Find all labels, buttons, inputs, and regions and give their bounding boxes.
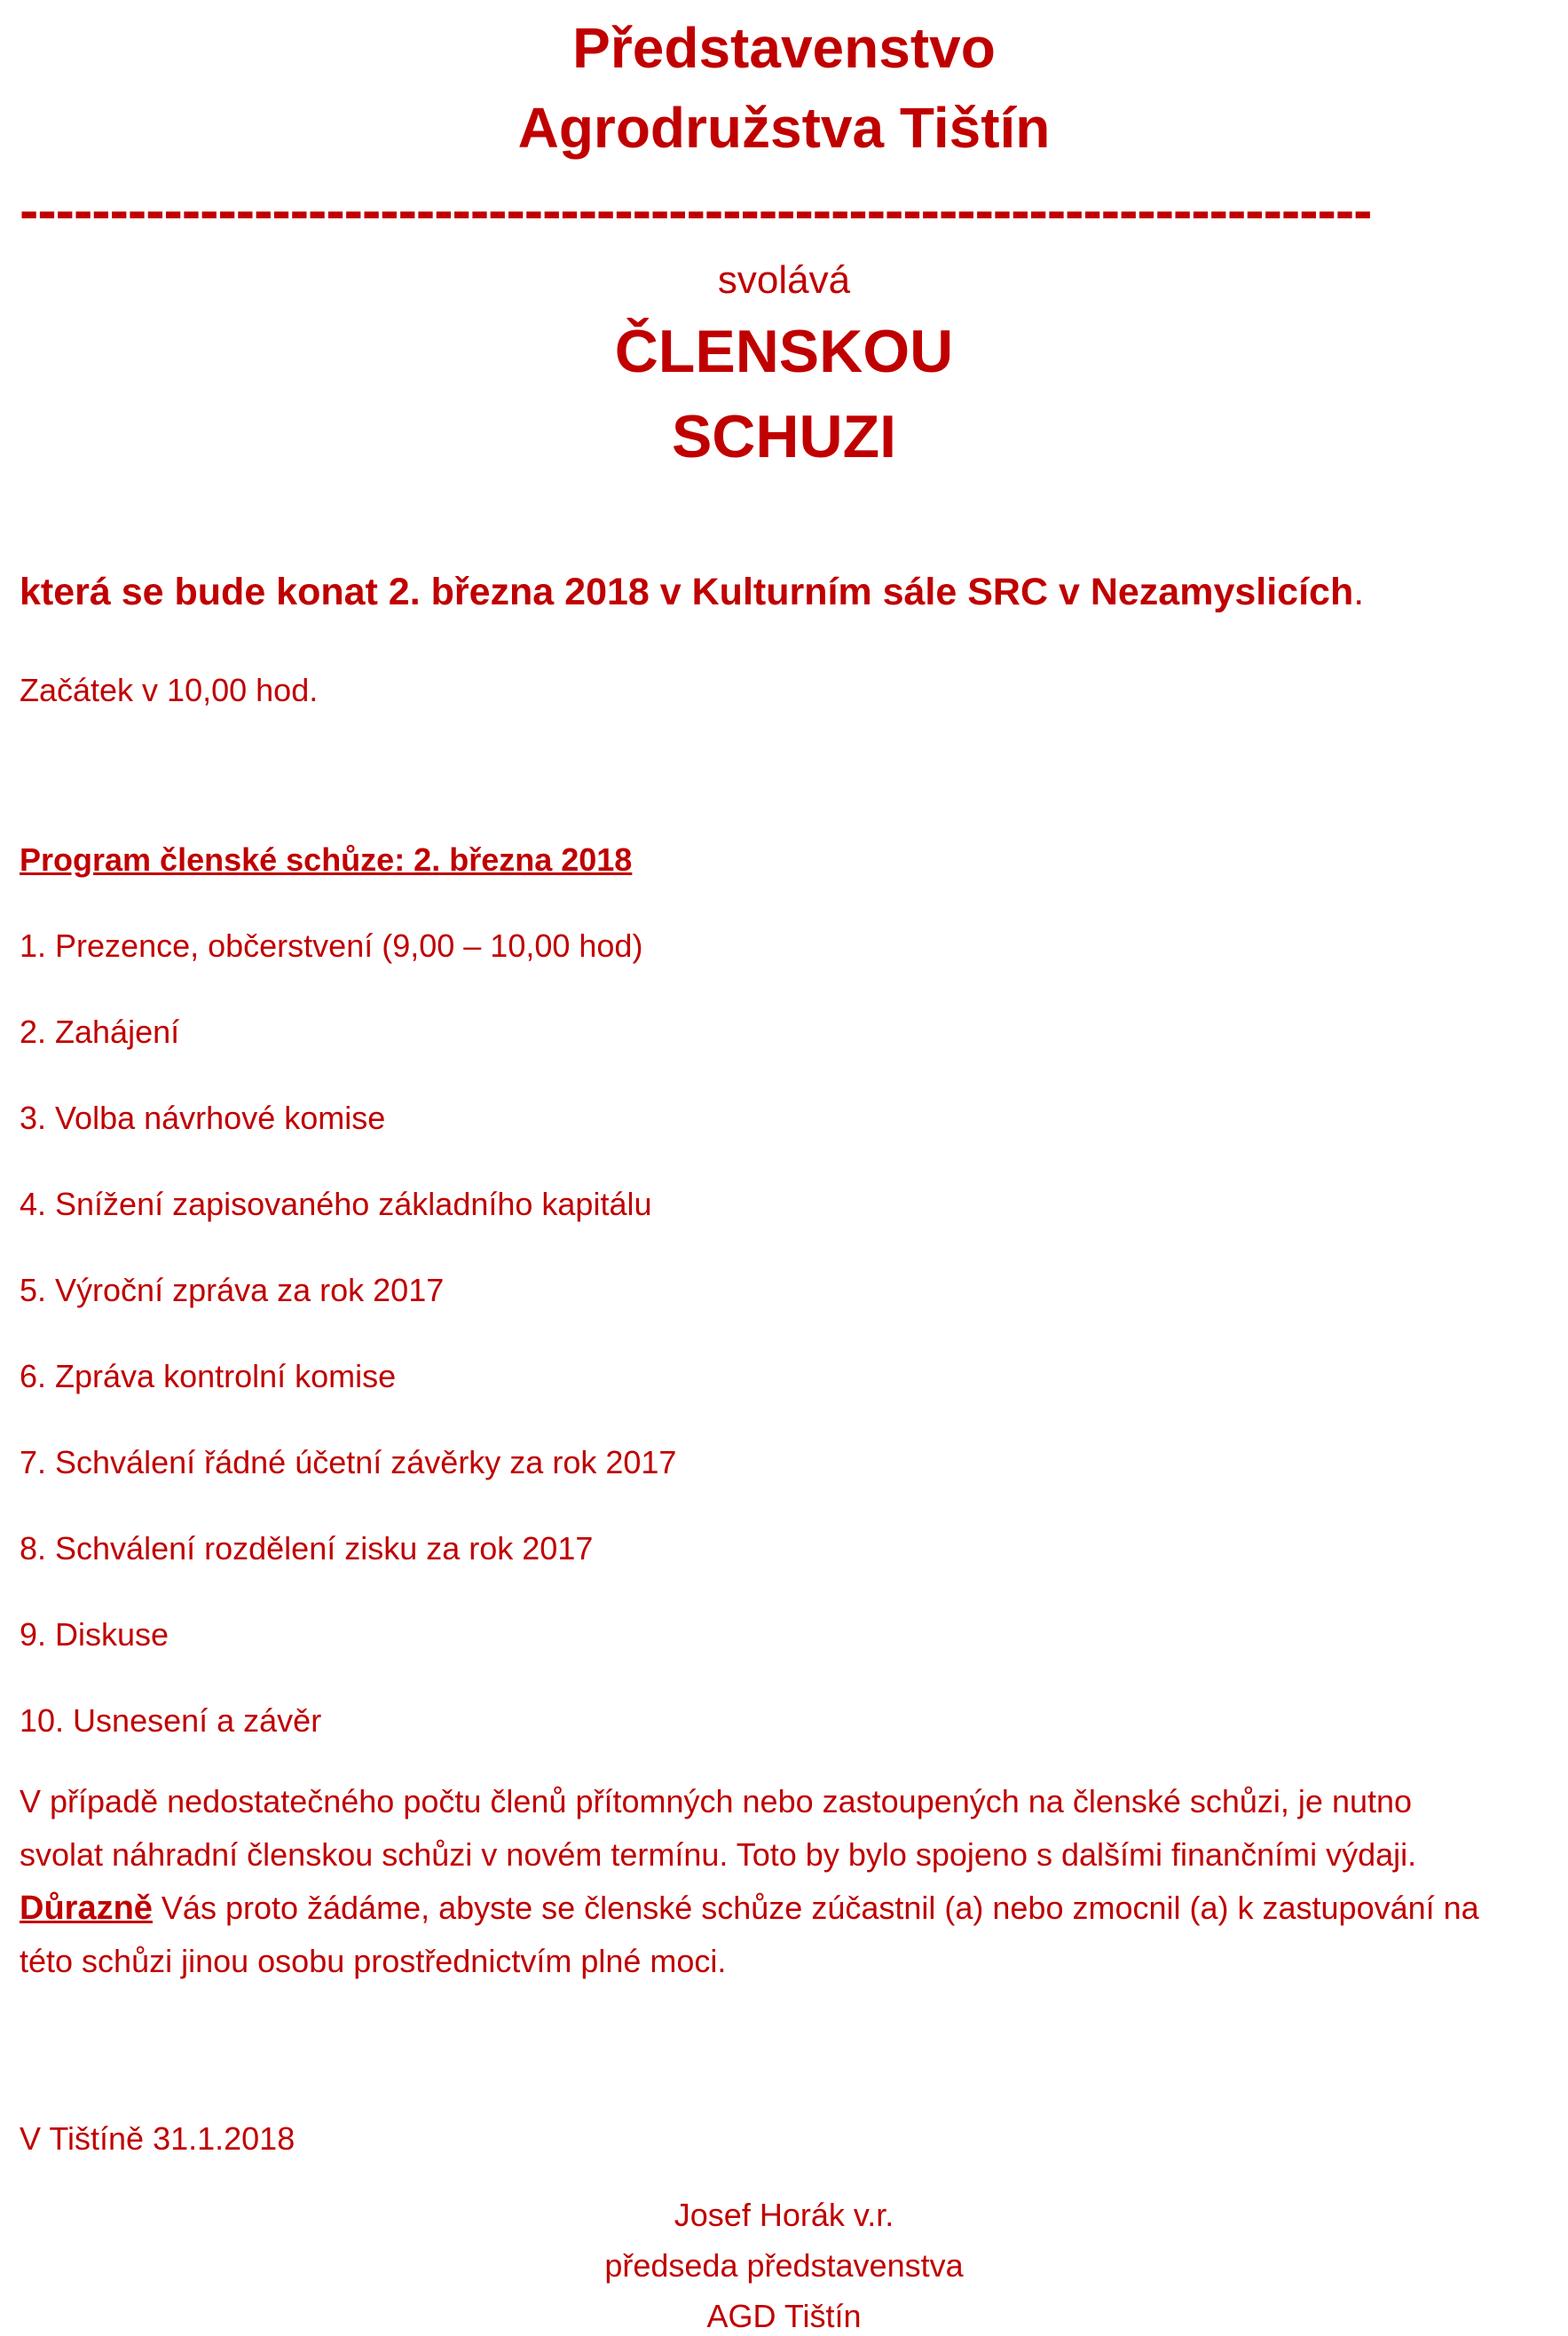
program-item: 10. Usnesení a závěr <box>20 1702 322 1739</box>
quorum-notice-line-1: V případě nedostatečného počtu členů přítomných nebo zastoupených na členské schůzi, je nutno <box>20 1783 1413 1819</box>
quorum-notice-line-3-text: Vás proto žádáme, abyste se členské schůze zúčastnil (a) nebo zmocnil (a) k zastupování na <box>152 1890 1479 1926</box>
summons-title-line-1: ČLENSKOU <box>614 318 954 385</box>
quorum-notice-line-4: této schůzi jinou osobu prostřednictvím plné moci. <box>20 1943 727 1979</box>
program-item: 7. Schválení řádné účetní závěrky za rok 2017 <box>20 1444 677 1480</box>
program-item: 8. Schválení rozdělení zisku za rok 2017 <box>20 1530 594 1567</box>
quorum-notice <box>20 1775 1564 1988</box>
title-line-1: Představenstvo <box>572 16 996 80</box>
summons-verb: svolává <box>717 258 851 302</box>
signature-name: Josef Horák v.r. <box>674 2197 894 2233</box>
program-item: 1. Prezence, občerstvení (9,00 – 10,00 hod) <box>20 927 643 964</box>
program-item: 5. Výroční zpráva za rok 2017 <box>20 1272 445 1308</box>
quorum-notice-line-2: svolat náhradní členskou schůzi v novém termínu. Toto by bylo spojeno s dalšími finančními výdaji. <box>20 1836 1417 1873</box>
emphasis-word: Důrazně <box>20 1890 153 1927</box>
meeting-start-time: Začátek v 10,00 hod. <box>20 672 319 708</box>
program-item: 4. Snížení zapisovaného základního kapitálu <box>20 1186 652 1222</box>
quorum-notice-line-3 <box>20 1882 1564 1935</box>
signature-organization: AGD Tištín <box>706 2298 862 2334</box>
place-and-date: V Tištíně 31.1.2018 <box>20 2120 295 2157</box>
title-line-2: Agrodružstva Tištín <box>517 96 1051 160</box>
meeting-sentence-text: která se bude konat 2. března 2018 v Kulturním sále SRC v Nezamyslicích <box>20 571 1354 613</box>
program-heading: Program členské schůze: 2. března 2018 <box>20 841 633 878</box>
program-item: 2. Zahájení <box>20 1014 180 1050</box>
program-item: 6. Zpráva kontrolní komise <box>20 1358 397 1394</box>
meeting-sentence <box>20 573 1364 612</box>
program-item: 9. Diskuse <box>20 1616 169 1653</box>
signature-role: předseda představenstva <box>604 2247 964 2284</box>
summons-title-line-2: SCHUZI <box>671 403 897 470</box>
separator-line: --------------------------------------------------------------------------- <box>20 182 1372 239</box>
meeting-sentence-period: . <box>1353 571 1365 613</box>
program-item: 3. Volba návrhové komise <box>20 1100 386 1136</box>
